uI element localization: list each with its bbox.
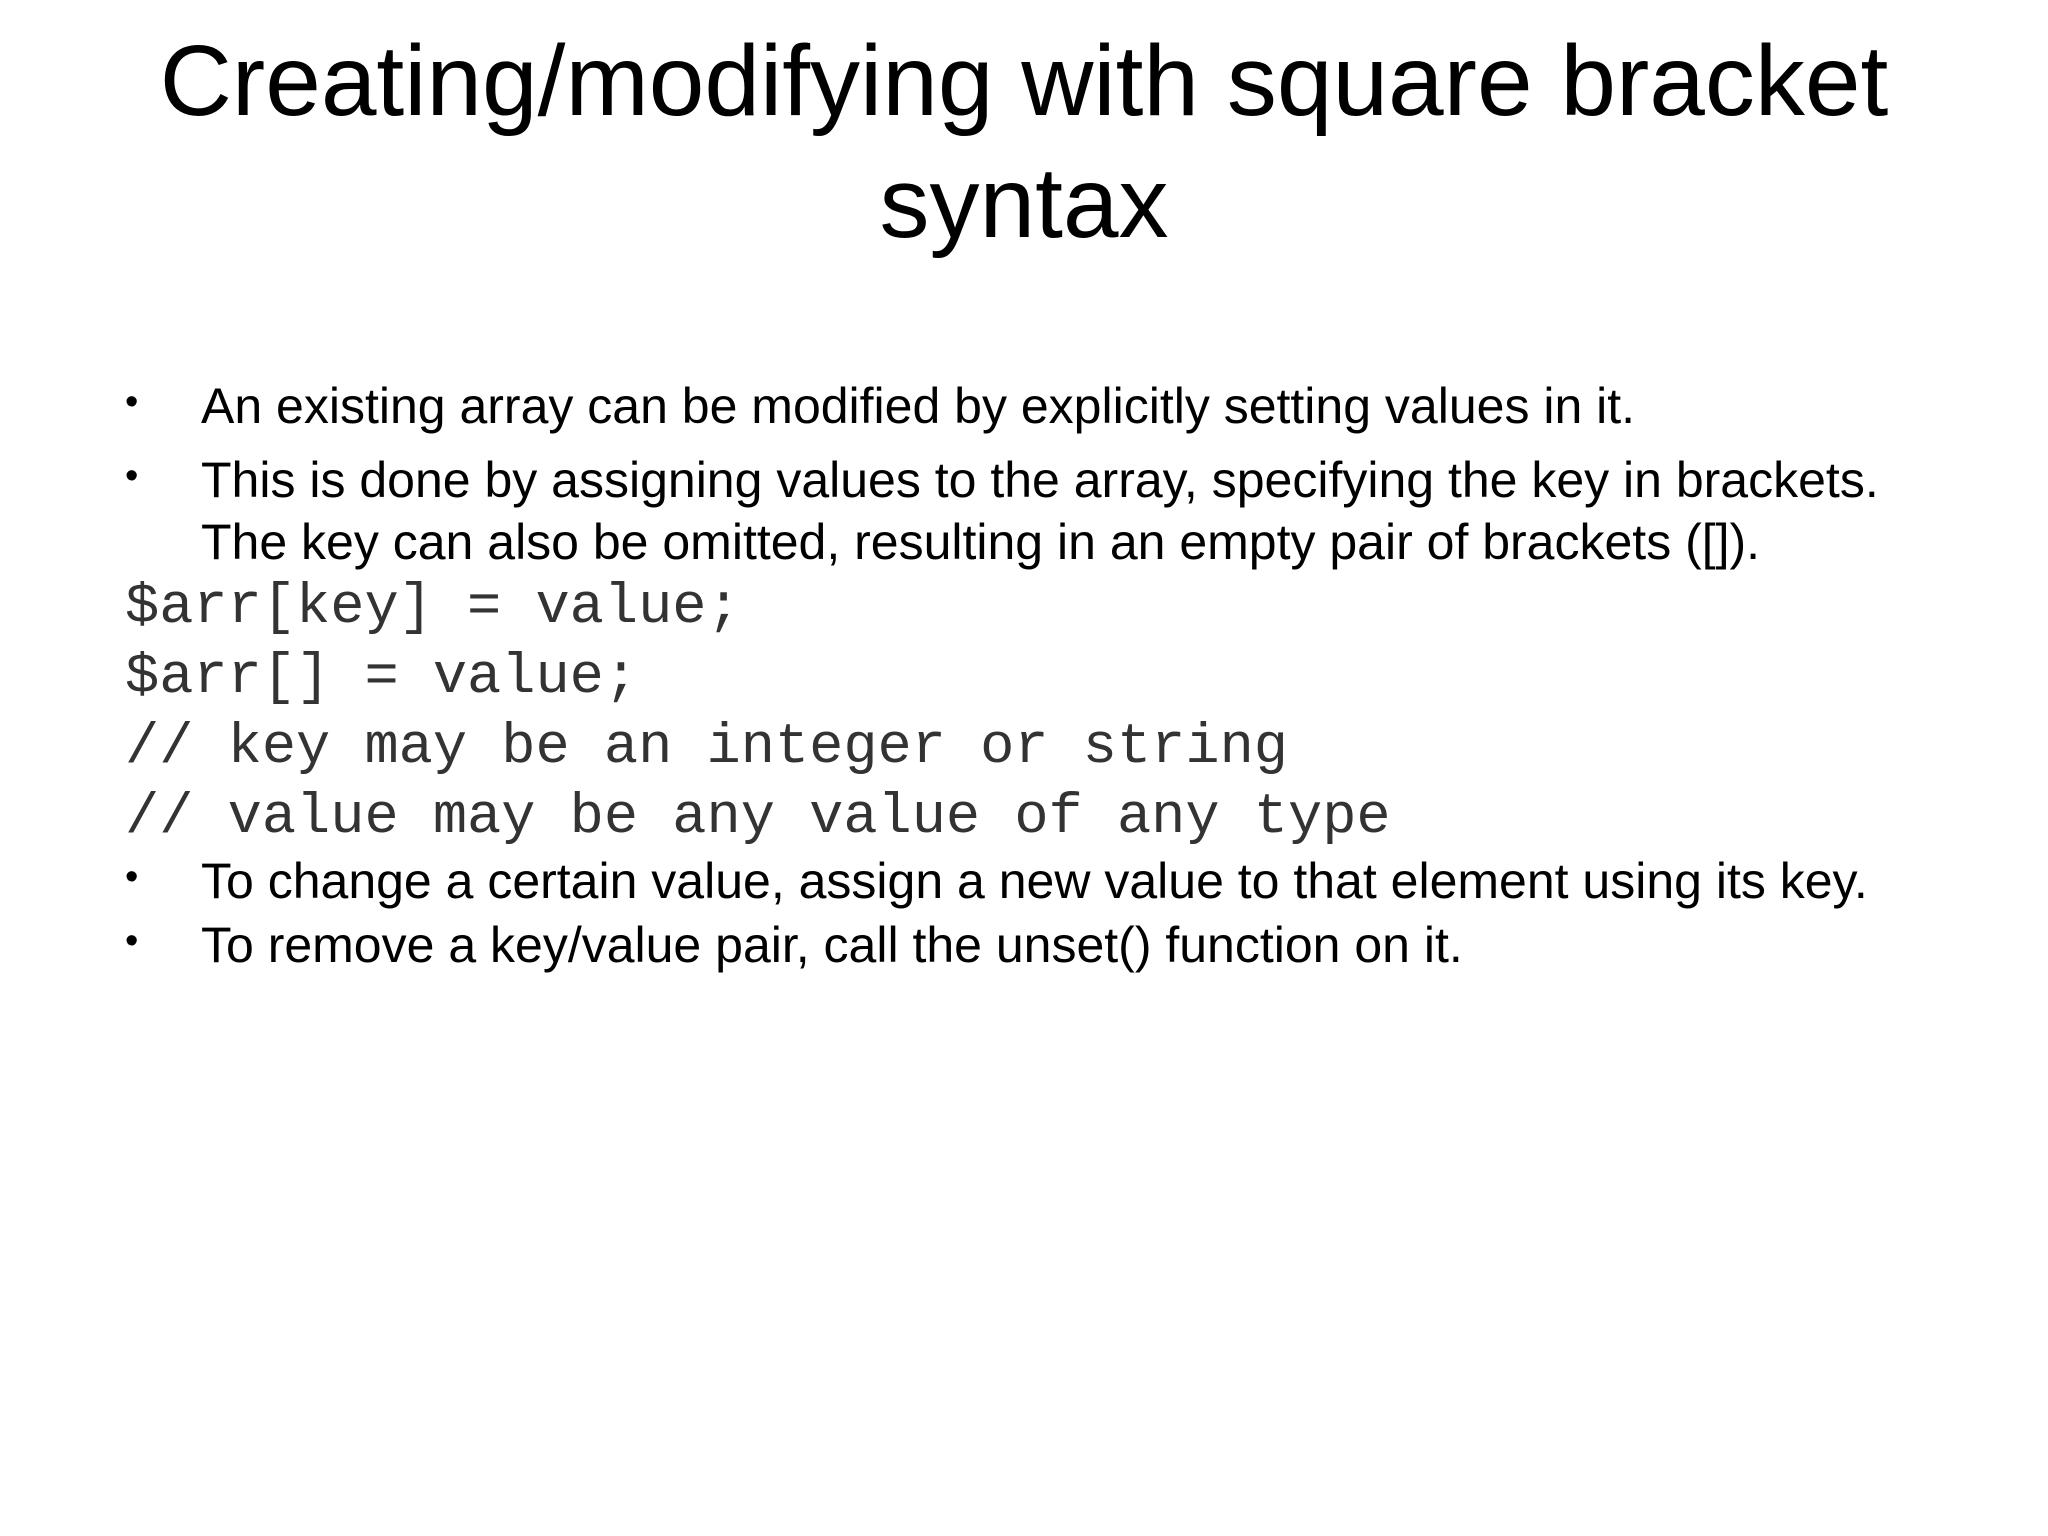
bullet-text-line-1: This is done by assigning values to the array, specifying the key in brackets. [201,452,1879,508]
code-line: $arr[key] = value; [125,576,741,640]
bullet-marker: • [125,920,139,962]
slide-title-line-1: Creating/modifying with square bracket [159,25,1889,137]
bullet-text: To change a certain value, assign a new value to that element using its key. [201,853,1868,909]
code-comment-line: // key may be an integer or string [125,716,1288,780]
bullet-text: To remove a key/value pair, call the unset() function on it. [201,917,1463,973]
bullet-marker: • [125,455,139,497]
code-comment-line: // value may be any value of any type [125,786,1391,850]
code-line: $arr[] = value; [125,646,639,710]
bullet-marker: • [125,381,139,423]
slide-title-line-2: syntax [879,147,1169,259]
bullet-text: An existing array can be modified by explicitly setting values in it. [201,378,1636,434]
bullet-marker: • [125,856,139,898]
bullet-text-line-2: The key can also be omitted, resulting in an empty pair of brackets ([]). [201,514,1761,570]
